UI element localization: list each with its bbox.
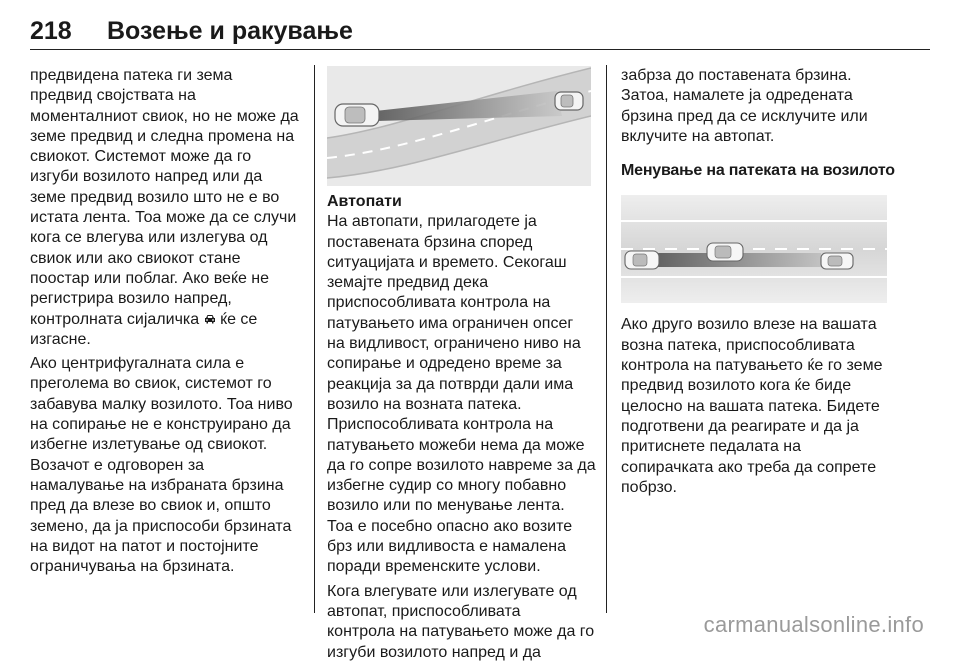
text-line: возило или по менување лента. [327,497,565,515]
text-line: забавува малку возилото. Тоа ниво [30,395,293,413]
lane-change-paragraph [621,315,921,498]
text-line: Затоа, намалете ја одредената [621,87,853,105]
merging-car-icon [707,243,743,261]
continuation-paragraph [621,66,921,147]
page-header [30,6,353,46]
column-2 [327,66,599,667]
motorway-heading: Автопати [327,193,402,210]
page-title: Возење и ракување [107,17,353,45]
text-line: поради временските услови. [327,558,541,576]
text-line: избегне излетување од свиокот. [30,436,268,454]
lead-car-icon [555,92,583,110]
text-line: вклучите на автопат. [621,127,775,145]
text-fragment: контролната сијаличка [30,310,200,328]
text-line: возило на возната патека. [327,395,522,413]
lane-change-heading: Менување на патеката на возилото [621,162,895,180]
lead-car-icon [821,253,853,269]
curved-road-illustration [327,66,591,186]
text-line: поостар или поблаг. Ако веќе не [30,269,270,287]
text-line: забрза до поставената брзина. [621,67,852,84]
text-line: свиокот. Системот може да го [30,148,252,166]
text-line: земе предвид и следна промена на [30,127,295,145]
text-line: Кога влегувате или излегувате од [327,582,577,600]
text-line: притиснете педалата на [621,438,802,456]
column-1 [30,66,310,581]
entering-exiting-paragraph [327,582,599,663]
text-line: земено, да ја приспособи брзината [30,517,292,535]
text-line: свиок или ако свиокот стане [30,249,241,267]
text-line: избегне судир со многу побавно [327,477,567,495]
text-line-with-icon [30,310,310,330]
text-line: брзина пред да се исклучите или [621,107,868,125]
text-line: кога се влегува или излегува од [30,229,268,247]
text-line: предвидена патека ги зема [30,67,233,84]
text-line: Ако центрифугалната сила е [30,355,245,373]
text-line: Ако друго возило влезе на вашата [621,316,877,334]
text-line: Возачот е одговорен за [30,456,205,474]
lane-change-illustration [621,195,887,303]
text-line: сопирање и одредено време за [327,355,562,373]
text-line: предвид возилото кога ќе биде [621,377,852,395]
text-line: моменталниот свиок, но не може да [30,107,299,125]
text-line: контрола на патувањето ќе го земе [621,357,883,375]
text-line: автопат, приспособливата [327,602,521,620]
curve-paragraph [30,66,310,350]
text-line: Тоа е посебно опасно ако возите [327,517,573,535]
text-line: пред да влезе во свиок и, општо [30,497,271,515]
text-line: земајте предвид дека [327,274,489,292]
column-divider-2 [606,65,607,613]
header-rule [30,49,930,50]
text-line: целосно на вашата патека. Бидете [621,397,880,415]
text-line: брз или видливоста е намалена [327,538,567,556]
text-line: реакција за да потврди дали има [327,375,574,393]
text-line: на видливост, ограничено ниво на [327,335,581,353]
text-line: Приспособливата контрола на [327,416,554,434]
column-3 [621,66,921,502]
text-line: изгуби возилото напред и да [327,643,541,661]
own-car-icon [335,104,379,126]
text-line: ситуацијата и времето. Секогаш [327,253,567,271]
text-line: изгуби возилото напред или да [30,168,263,186]
text-line: побрзо. [621,478,677,496]
text-line: регистрира возило напред, [30,290,232,308]
text-line: истата лента. Тоа може да се случи [30,209,297,227]
text-line: На автопати, прилагодете ја [327,213,537,231]
vehicle-ahead-indicator-icon [204,313,216,325]
text-line: поставената брзина според [327,233,533,251]
text-line: предвид својствата на [30,87,196,105]
page-number: 218 [30,17,72,45]
text-line: да го сопре возилото навреме за да [327,456,596,474]
motorway-paragraph [327,212,599,577]
centrifugal-paragraph [30,354,310,577]
text-line: сопирачката ако треба да сопрете [621,458,877,476]
text-line: на видот на патот и постојните [30,537,259,555]
text-line: подготвени да реагирате и да ја [621,417,859,435]
own-car-icon [625,251,659,269]
text-line: патувањето има ограничен опсег [327,314,574,332]
text-line: намалување на избраната брзина [30,476,284,494]
text-line: контрола на патувањето може да го [327,623,595,641]
text-line: земе предвид возило што не е во [30,188,280,206]
text-line: изгасне. [30,330,91,348]
watermark: carmanualsonline.info [703,612,924,637]
text-line: патувањето можеби нема да може [327,436,585,454]
column-divider-1 [314,65,315,613]
text-line: возна патека, приспособливата [621,336,855,354]
text-line: преголема во свиок, системот го [30,375,272,393]
text-fragment: ќе се [220,310,258,328]
text-line: ограничувања на брзината. [30,558,235,576]
text-line: на сопирање не е конструирано да [30,416,291,434]
text-line: приспособливата контрола на [327,294,551,312]
